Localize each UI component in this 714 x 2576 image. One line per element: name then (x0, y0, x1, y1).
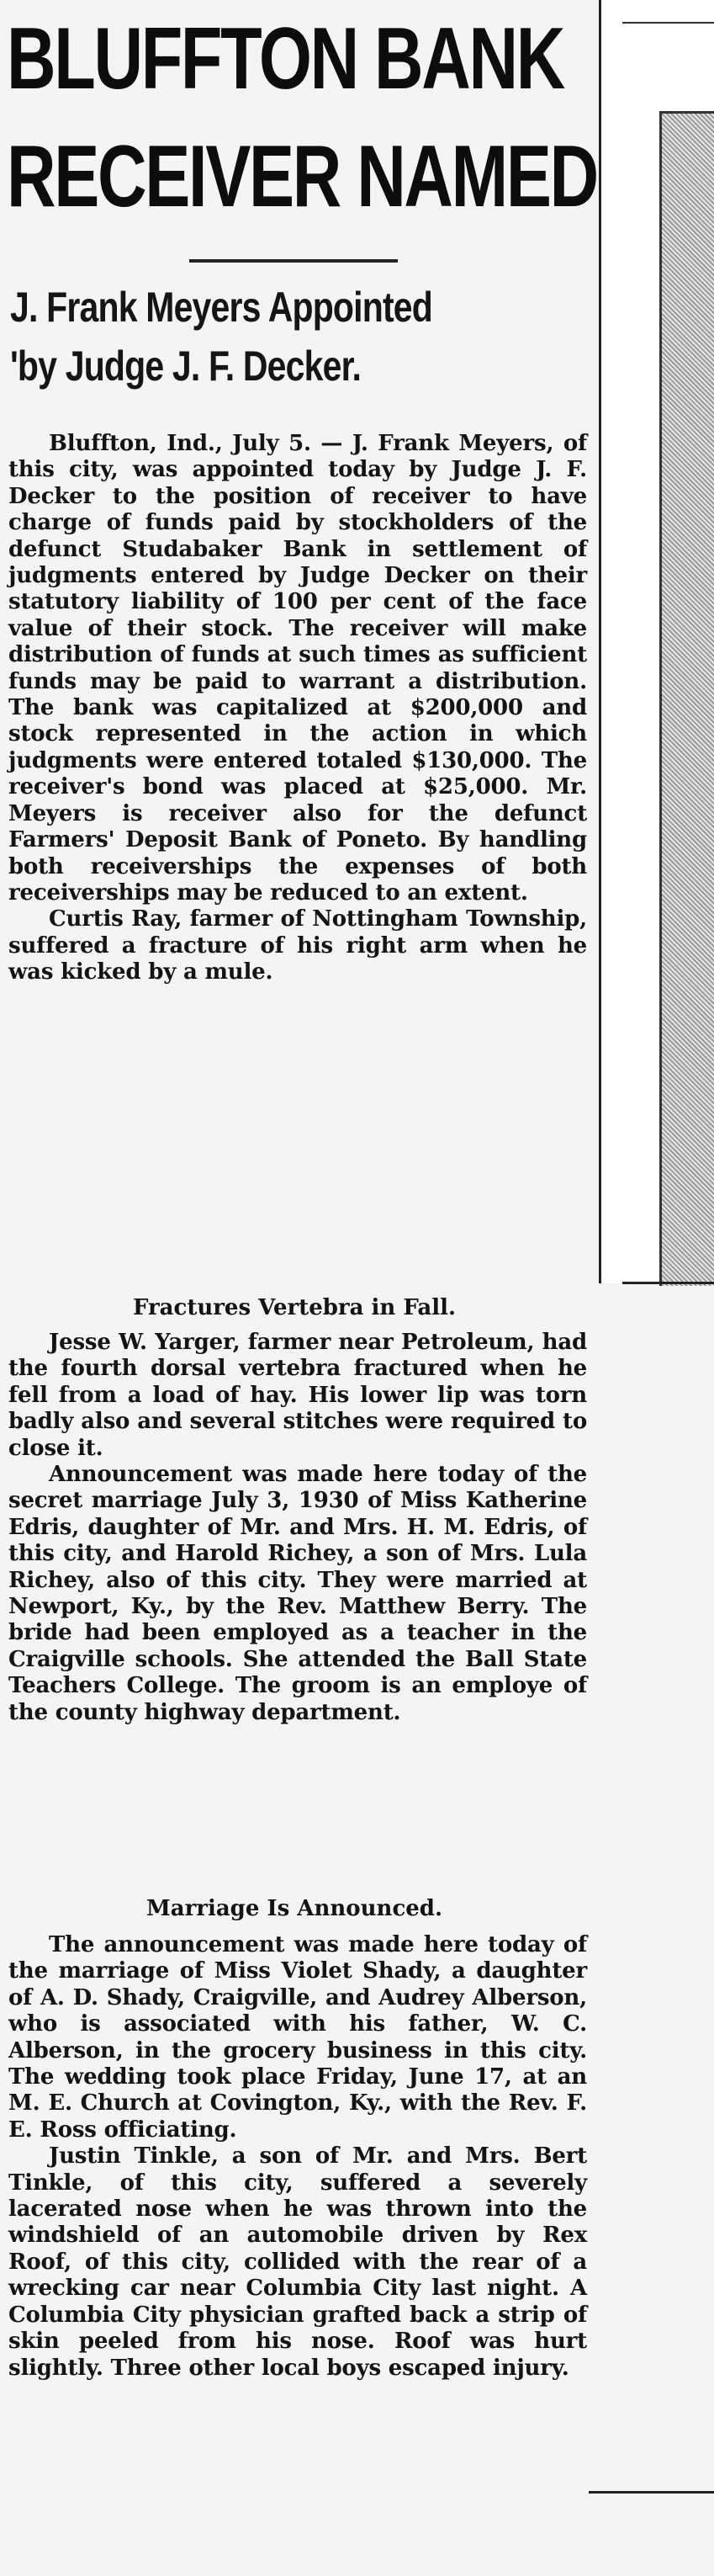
article-body-main (8, 431, 587, 986)
headline-line-1: BLUFFTON BANK (7, 10, 564, 108)
section-heading-marriage: Marriage Is Announced. (145, 1896, 443, 1921)
article-body-fractures (8, 1330, 587, 1726)
headline-divider (189, 259, 398, 263)
article-paragraph: Justin Tinkle, a son of Mr. and Mrs. Bert Tinkle, of this city, suffered a severely lacerated nose when he was thrown into the windshield of an automobile driven by Rex Roof, of this city, collided with the rear of a wrecking car near Columbia City last night. A Columbia City physician grafted back a strip of skin peeled from his nose. Roof was hurt slightly. Three other local boys escaped injury. (8, 2143, 587, 2381)
subheadline-line-1: J. Frank Meyers Appointed (10, 284, 432, 331)
adjacent-column-hatched-box (659, 111, 714, 1286)
adjacent-column-bottom-rule (622, 1282, 714, 1284)
bottom-rule (589, 2491, 714, 2494)
subheadline (10, 278, 590, 396)
section-heading-fractures: Fractures Vertebra in Fall. (132, 1295, 457, 1320)
subheadline-line-2: 'by Judge J. F. Decker. (10, 343, 362, 390)
adjacent-column-rule (622, 22, 714, 24)
article-paragraph: The announcement was made here today of the marriage of Miss Violet Shady, a daughter of A. D. Shady, Craigville, and Audrey Alberson, who is associated with his father, W. C. Alberson, in the grocery business in this city. The wedding took place Friday, June 17, at an M. E. Church at Covington, Ky., with the Rev. F. E. Ross officiating. (8, 1932, 587, 2143)
article-paragraph: Bluffton, Ind., July 5. — J. Frank Meyers, of this city, was appointed today by Judge J. F. Decker to the position of receiver to have charge of funds paid by stockholders of the defunct Studabaker Bank in settlement of judgments entered by Judge Decker on their statutory liability of 100 per cent of the face value of their stock. The receiver will make distribution of funds at such times as sufficient funds may be paid to warrant a distribution. The bank was capitalized at $200,000 and stock represented in the action in which judgments were entered totaled $130,000. The receiver's bond was placed at $25,000. Mr. Meyers is receiver also for the defunct Farmers' Deposit Bank of Poneto. By handling both receiverships the expenses of both receiverships may be reduced to an extent. (8, 431, 587, 906)
article-paragraph: Jesse W. Yarger, farmer near Petroleum, had the fourth dorsal vertebra fractured when he fell from a load of hay. His lower lip was torn badly also and several stitches were required to close it. (8, 1330, 587, 1461)
headline (7, 0, 597, 236)
article-paragraph: Curtis Ray, farmer of Nottingham Township, suffered a fracture of his right arm when he was kicked by a mule. (8, 906, 587, 985)
headline-line-2: RECEIVER NAMED (7, 128, 597, 226)
article-paragraph: Announcement was made here today of the secret marriage July 3, 1930 of Miss Katherine Edris, daughter of Mr. and Mrs. H. M. Edris, of this city, and Harold Richey, a son of Mrs. Lula Richey, also of this city. They were married at Newport, Ky., by the Rev. Matthew Berry. The bride had been employed as a teacher in the Craigville schools. She attended the Ball State Teachers College. The groom is an employe of the county highway department. (8, 1462, 587, 1725)
article-body-marriage (8, 1932, 587, 2382)
